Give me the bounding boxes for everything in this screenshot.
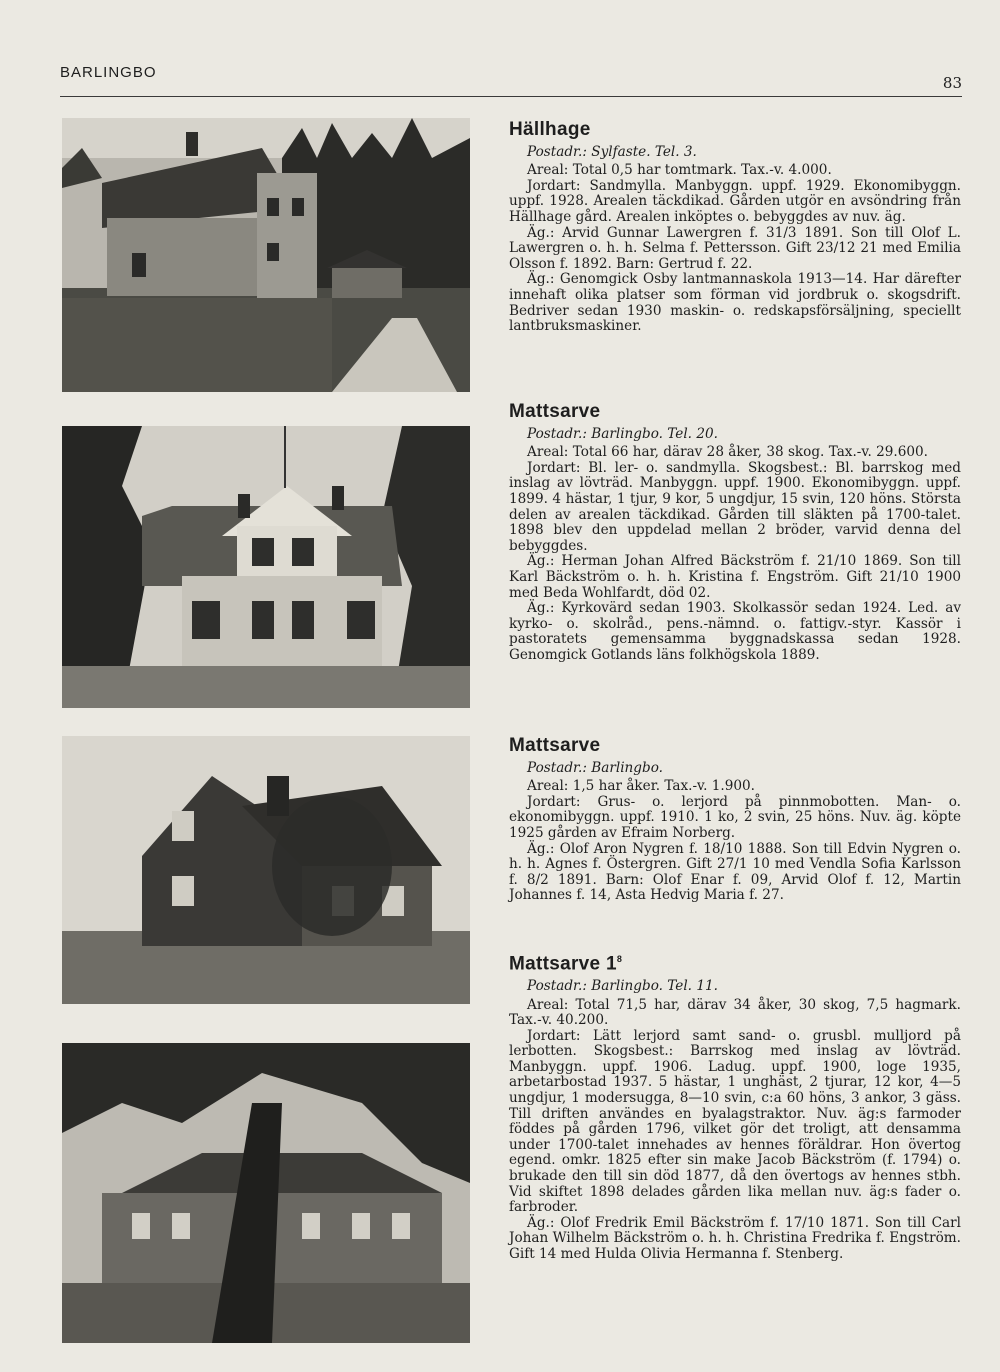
entry-paragraph: Jordart: Bl. ler- o. sandmylla. Skogsbest.: Bl. barrskog med inslag av lövträd. Manbyggn. uppf. 1900. Ekonomibyggn. uppf. 1899. 4 hästar, 1 tjur, 9 kor, 5 ungdjur, 15 svin, 120 höns. Största delen av arealen täckdikad. Gården till släkten på 1700-talet. 1898 blev den uppdelad mellan 2 bröder, varvid denna del bebyggdes. xyxy=(509,459,961,554)
entry-paragraph: Areal: Total 66 har, därav 28 åker, 38 skog. Tax.-v. 29.600. xyxy=(527,444,928,461)
entry-paragraph: Äg.: Herman Johan Alfred Bäckström f. 21/10 1869. Son till Karl Bäckström o. h. h. Kristina f. Engström. Gift 21/10 1900 med Beda Wohlfardt, död 02. xyxy=(509,553,961,601)
entry-paragraph: Äg.: Olof Fredrik Emil Bäckström f. 17/10 1871. Son till Carl Johan Wilhelm Bäckström o. h. h. Christina Fredrika f. Engström. Gift 14 med Hulda Olivia Hermanna f. Stenberg. xyxy=(509,1214,961,1263)
entry-title-superscript: 8 xyxy=(616,954,623,964)
entry-paragraph: Jordart: Lätt lerjord samt sand- o. grusbl. mulljord på lerbotten. Skogsbest.: Barrskog med inslag av lövträd. Manbyggn. uppf. 1906. Ladug. uppf. 1900, loge 1935, arbetarbostad 1937. 5 hästar, 1 unghäst, 2 tjurar, 12 kor, 4—5 ungdjur, 1 modersugga, 8—10 svin, c:a 60 höns, 3 ankor, 3 gäss. Till driften användes en byalagstraktor. Nuv. äg:s farmoder föddes på gården 1796, vilket gör det troligt, att densamma under 1700-talet innehades av hennes föräldrar. Hon övertog egend. omkr. 1825 efter sin make Jacob Bäckström (f. 1794) o. brukade den till sin död 1877, då den övertogs av hennes stbh. Vid skiftet 1898 delades gården lika mellan nuv. äg:s fader o. farbroder. xyxy=(509,1027,961,1216)
entry-mattsarve-1 xyxy=(509,952,961,1263)
entry-postal: Postadr.: Barlingbo. xyxy=(527,759,663,776)
photo-mattsarve-small xyxy=(62,736,470,1004)
entry-paragraph: Äg.: Olof Aron Nygren f. 18/10 1888. Son till Edvin Nygren o. h. h. Agnes f. Östergren. Gift 27/1 10 med Vendla Sofia Karlsson f. 8/2 1891. Barn: Olof Enar f. 09, Arvid Olof f. 12, Martin Johannes f. 14, Asta Hedvig Maria f. 27. xyxy=(509,840,961,904)
entry-title-text: Mattsarve 1 xyxy=(509,953,617,975)
entry-postal: Postadr.: Barlingbo. Tel. 11. xyxy=(527,977,718,994)
entry-title: Mattsarve xyxy=(509,401,601,422)
page-number: 83 xyxy=(942,74,962,92)
entry-title: Mattsarve xyxy=(509,735,601,756)
running-head: BARLINGBO xyxy=(60,64,157,81)
entry-paragraph: Äg.: Genomgick Osby lantmannaskola 1913—14. Har därefter innehaft olika platser som förman vid jordbruk o. skogsdrift. Bedriver sedan 1930 maskin- o. redskapsförsäljning, speciellt lantbruksmaskiner. xyxy=(509,271,961,335)
entry-paragraph: Areal: Total 0,5 har tomtmark. Tax.-v. 4.000. xyxy=(527,162,832,179)
entry-paragraph: Areal: Total 71,5 har, därav 34 åker, 30 skog, 7,5 hagmark. Tax.-v. 40.200. xyxy=(509,996,961,1029)
photo-hallhage xyxy=(62,118,470,392)
entry-paragraph: Areal: 1,5 har åker. Tax.-v. 1.900. xyxy=(527,778,756,795)
entry-postal: Postadr.: Barlingbo. Tel. 20. xyxy=(527,425,718,442)
entry-postal: Postadr.: Sylfaste. Tel. 3. xyxy=(527,143,697,160)
photo-mattsarve-1 xyxy=(62,1043,470,1343)
entry-title xyxy=(509,952,961,975)
entry-paragraph: Jordart: Grus- o. lerjord på pinnmobotten. Man- o. ekonomibyggn. uppf. 1910. 1 ko, 2 svin, 25 höns. Nuv. äg. köpte 1925 gården av Efraim Norberg. xyxy=(509,793,961,841)
entry-hallhage xyxy=(509,119,961,335)
entry-mattsarve-small xyxy=(509,735,961,904)
entry-paragraph: Äg.: Kyrkovärd sedan 1903. Skolkassör sedan 1924. Led. av kyrko- o. skolråd., pens.-nämnd. o. fattigv.-styr. Kassör i pastoratets gemensamma byggnadskassa sedan 1928. Genomgick Gotlands läns folkhögskola 1889. xyxy=(509,600,961,663)
page-header xyxy=(60,62,962,97)
entry-title: Hällhage xyxy=(509,119,591,140)
photo-mattsarve xyxy=(62,426,470,708)
entry-mattsarve xyxy=(509,401,961,664)
entry-paragraph: Äg.: Arvid Gunnar Lawergren f. 31/3 1891. Son till Olof L. Lawergren o. h. h. Selma f. Pettersson. Gift 23/12 21 med Emilia Olsson f. 1892. Barn: Gertrud f. 22. xyxy=(509,224,961,272)
entry-paragraph: Jordart: Sandmylla. Manbyggn. uppf. 1929. Ekonomibyggn. uppf. 1928. Arealen täckdikad. Gården utgör en avsöndring från Hällhage gård. Arealen inköptes o. bebyggdes av nuv. äg. xyxy=(509,177,961,225)
